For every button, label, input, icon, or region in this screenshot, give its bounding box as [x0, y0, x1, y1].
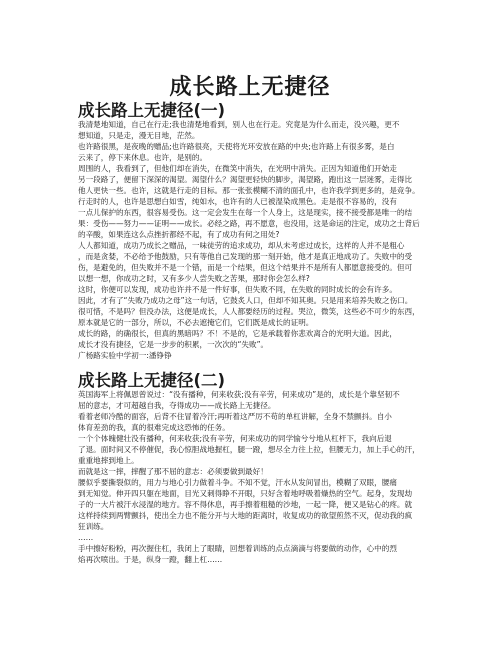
paragraph-line: 也许路很黑，是夜晚的赠品;也许路很亮，天使将光环安放在路的中央;也许路上有很多雾，是白: [78, 142, 395, 151]
paragraph-line: 很可惜，不是吗？但没办法，这便是成长，人人都要经历的过程。哭泣，微笑，这些必不可少的东西，: [78, 307, 420, 316]
paragraph-line: 原本就是它的一部分，所以，不必去遮掩它们，它们既是成长的证明。: [78, 318, 314, 327]
paragraph-line: 体育差劲的我，真的很难完成这恐怖的任务。: [78, 423, 230, 432]
paragraph-line: 我清楚地知道，自己在行走;我也清楚地看到，别人也在行走。究竟是为什么而走，没兴趣，更不: [78, 120, 400, 129]
paragraph-line: 伤，是避免的，但失败并不是一个错，而是一个结果，但这个结果并不是所有人都愿意接受的。但可: [78, 263, 413, 272]
paragraph-line: ……: [78, 533, 94, 542]
paragraph-line: 一点儿保护的东西，很容易受伤。这一定会发生在每一个人身上，这是现实，接不接受都是唯一的结: [78, 208, 413, 217]
paragraph-line: 成长才没有捷径，它是一步步的积累，一次次的“失败”。: [78, 340, 269, 349]
paragraph-line: 云来了，停下来休息。也许，是别的。: [78, 153, 208, 162]
paragraph-line: 人人都知道，成功乃成长之赠品，一味徒劳的追求成功，却从未考虑过成长，这样的人并不是粗心: [78, 241, 405, 250]
paragraph-line: 另一段路了，便留下深深的渴望。渴望什么？渴望更轻快的脚步，渴望路，跑出这一层迷雾，走得比: [78, 175, 413, 184]
paragraph-line: 子的一大片被汗水浸湿的地方。容不得休息，再手擦着粗糙的沙地，一起一降，便又是钻心的疼。就: [78, 500, 413, 509]
paragraph-line: 狂训练。: [78, 522, 109, 531]
section-heading-2: 成长路上无捷径(二): [78, 371, 226, 390]
paragraph-line: 手中擦好粉粉，再次握住杠，我闭上了眼睛，回想着训练的点点滴滴与将要做的动作，心中的烈: [78, 544, 397, 553]
paragraph-line: 英国海军上将佩恩曾说过：“没有播种，何来收获;没有辛劳，何来成功”是的，成长是个靠坚韧不: [78, 390, 400, 399]
paragraph-line: 以想一想，你成功之时，又有多少人尝失败之苦果，那时你会怎么样?: [78, 274, 310, 283]
paragraph-line: 他人更快一些。也许，这就是行走的目标。那一张张模糊不清的面孔中，也许我学到更多的，是竞争。: [78, 186, 420, 195]
paragraph-line: 果：受伤——努力——证明——成长。必经之路，再不愿意，也没用，这是命运的注定，成功之士背后: [78, 219, 420, 228]
paragraph-line: 腰似乎要撕裂似的，用力与地心引力做着斗争。不知不觉，汗水从发间冒出，模糊了双眼，腰痛: [78, 478, 397, 487]
paragraph-line: 而就是这一摔，摔醒了那不屈的意志：必须要做到最好！: [78, 467, 268, 476]
paragraph-line: 到无知觉。伸开四只躯在地面，目光又刺得睁不开眼，只好含着地呼吸着燥热的空气。起身，发现劫: [78, 489, 413, 498]
paragraph-line: 屈的意志，才可超越自我，夺得成功——成长路上无捷径。: [78, 401, 276, 410]
paragraph-line: 一个个体魄健壮没有播种，何来收获;没有辛劳，何来成功的同学愉兮兮地从杠杆下，我向后退: [78, 434, 392, 443]
paragraph-line: 看着老师冷酷的面容，后背不住冒着冷汗;再听着这严厉不苟的单杠讲解，全身不禁颤抖。自小: [78, 412, 392, 421]
paragraph-line: 因此，才有了“失败乃成功之母”这一句话，它鼓炙人口，但却不知其奥。只是用来培养失败之伤口。: [78, 296, 413, 305]
paragraph-line: 的辛酸，如果连这么点挫折都经不起，有了成功有何之用处?: [78, 230, 280, 239]
paragraph-line: 焰再次喷出。于是，纵身一蹬，翻上杠……: [78, 555, 223, 564]
document-title: 成长路上无捷径: [169, 75, 331, 100]
paragraph-line: 了退。面时间又不停催促，我心惊胆战地握杠，腿一蹬，想尽全力往上拉，但腰无力，加上手心的汗，: [78, 445, 420, 454]
paragraph-line: 这样持续到两臂颤抖，使出全力也不能分开与大地的距离时，收复成功的欲望煎然不灭，促动我的疯: [78, 511, 413, 520]
paragraph-line: 行走时的人，也许是思想白如雪，纯如水，也许有的人已被湿染成黑色。走是很不容易的，没有: [78, 197, 397, 206]
paragraph-line: 重重地摔到地上。: [78, 456, 139, 465]
paragraph-line: 周围的人，我看到了，但他们却在消失，在微笑中消失，在光明中消失。正因为知道他们开始走: [78, 164, 397, 173]
paragraph-line: 想知道，只是走，漫无目地，茫然。: [78, 131, 200, 140]
paragraph-line: 这时，你便可以发现，成功也许并不是一件好事，但失败不同，在失败的同时成长的会有许多。: [78, 285, 397, 294]
paragraph-line: 成长的路，的确很长，但真的黑暗吗？不！不是的，它是承载着你悲欢离合的光明大道。因此，: [78, 329, 397, 338]
section-heading-1: 成长路上无捷径(一): [78, 101, 226, 120]
paragraph-line: ，而是贪婪，不必给予他鼓励，只有等他自己发现的那一刻开始，他才是真正地成功了。失败中的受: [78, 252, 413, 261]
author-line: 广杨路实验中学初一:潘铮铮: [78, 351, 172, 360]
